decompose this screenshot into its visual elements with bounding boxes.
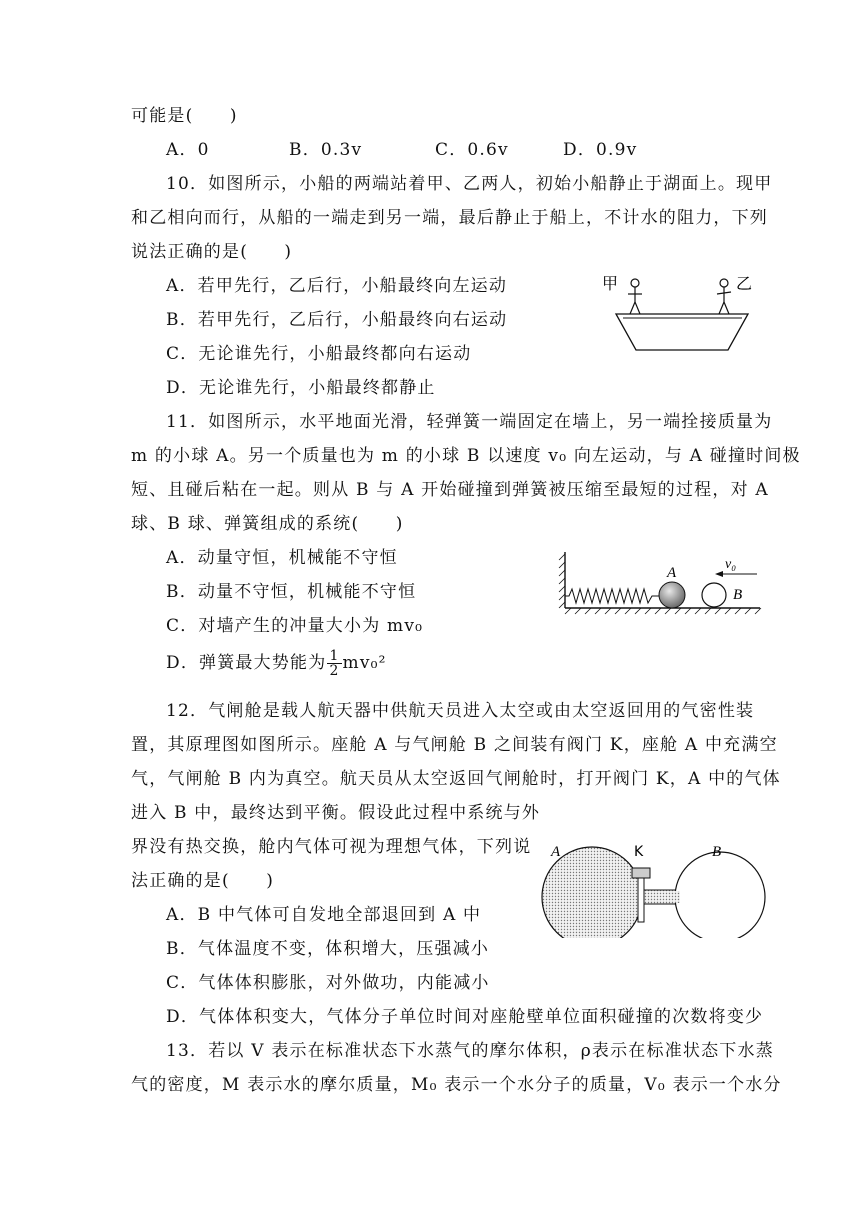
airlock-figure (536, 838, 768, 938)
velocity-arrowhead (715, 571, 723, 577)
boat-hull (616, 314, 748, 350)
ball-b (702, 583, 726, 607)
ground-hatching (565, 608, 761, 614)
person-jia (628, 279, 642, 314)
pipe-join (640, 891, 680, 903)
q11-option-c: C．对墙产生的冲量大小为 mv₀ (166, 616, 424, 636)
fraction-numerator: 1 (329, 648, 340, 664)
person-yi (717, 279, 731, 314)
q9-option-d: D．0.9v (563, 140, 638, 160)
spring (565, 589, 659, 603)
q11-line4: 球、B 球、弹簧组成的系统( ) (131, 514, 404, 534)
boat-figure (598, 272, 768, 358)
label-chamber-b: B (712, 844, 722, 860)
q13-line1: 13．若以 V 表示在标准状态下水蒸气的摩尔体积，ρ表示在标准状态下水蒸 (166, 1041, 774, 1061)
pipe-b-join (681, 891, 683, 903)
chamber-b (675, 852, 765, 938)
spring-figure (555, 546, 765, 616)
q10-line2: 和乙相向而行，从船的一端走到另一端，最后静止于船上，不计水的阻力，下列 (131, 208, 768, 228)
q11-option-b: B．动量不守恒，机械能不守恒 (166, 582, 417, 602)
q12-line5: 界没有热交换，舱内气体可视为理想气体，下列说 (131, 837, 532, 857)
fraction-one-half (327, 649, 341, 678)
q11-option-a: A．动量守恒，机械能不守恒 (166, 548, 398, 568)
q10-option-c: C．无论谁先行，小船最终都向右运动 (166, 344, 472, 364)
q9-option-b: B．0.3v (289, 140, 363, 160)
q12-option-d: D．气体体积变大，气体分子单位时间对座舱壁单位面积碰撞的次数将变少 (166, 1007, 764, 1027)
q12-line2: 置，其原理图如图所示。座舱 A 与气闸舱 B 之间装有阀门 K，座舱 A 中充满空 (131, 735, 778, 755)
q12-line6: 法正确的是( ) (131, 871, 275, 891)
ball-a (659, 582, 685, 608)
label-chamber-a: A (551, 844, 561, 860)
fraction-denominator: 2 (329, 663, 340, 679)
q12-option-a: A．B 中气体可自发地全部退回到 A 中 (166, 905, 482, 925)
wall-hatching (559, 554, 565, 608)
q10-line1: 10．如图所示，小船的两端站着甲、乙两人，初始小船静止于湖面上。现甲 (166, 174, 773, 194)
valve-stem (638, 878, 644, 922)
q13-line2: 气的密度，M 表示水的摩尔质量，M₀ 表示一个水分子的质量，V₀ 表示一个水分 (131, 1075, 782, 1095)
q9-option-a: A．0 (166, 140, 210, 160)
valve-handle (632, 868, 650, 878)
chamber-a (542, 847, 642, 938)
q9-tail: 可能是( ) (131, 106, 238, 126)
q12-option-b: B．气体温度不变，体积增大，压强减小 (166, 939, 490, 959)
q11-option-d (166, 649, 387, 678)
q10-option-b: B．若甲先行，乙后行，小船最终向右运动 (166, 310, 508, 330)
q11-line2: m 的小球 A。另一个质量也为 m 的小球 B 以速度 v₀ 向左运动，与 A 碰撞时间极 (131, 446, 801, 466)
q10-option-d: D．无论谁先行，小船最终都静止 (166, 378, 436, 398)
q12-option-c: C．气体体积膨胀，对外做功，内能减小 (166, 973, 490, 993)
q11-option-d-tail: mv₀² (342, 653, 387, 673)
q12-line4: 进入 B 中，最终达到平衡。假设此过程中系统与外 (131, 803, 541, 823)
q11-line3: 短、且碰后粘在一起。则从 B 与 A 开始碰撞到弹簧被压缩至最短的过程，对 A (131, 480, 769, 500)
label-ball-b: B (733, 587, 743, 603)
q10-line3: 说法正确的是( ) (131, 242, 293, 262)
q10-option-a: A．若甲先行，乙后行，小船最终向左运动 (166, 276, 508, 296)
q11-line1: 11．如图所示，水平地面光滑，轻弹簧一端固定在墙上，另一端拴接质量为 (166, 412, 773, 432)
label-yi: 乙 (736, 274, 753, 293)
label-valve-k: K (634, 844, 644, 860)
q12-line3: 气，气闸舱 B 内为真空。航天员从太空返回气闸舱时，打开阀门 K，A 中的气体 (131, 769, 781, 789)
label-velocity: v₀ (725, 557, 737, 572)
label-jia: 甲 (602, 274, 619, 293)
q12-line1: 12．气闸舱是载人航天器中供航天员进入太空或由太空返回用的气密性装 (166, 701, 755, 721)
q9-option-c: C．0.6v (435, 140, 509, 160)
label-ball-a: A (667, 565, 677, 581)
q11-option-d-text: D．弹簧最大势能为 (166, 653, 327, 673)
